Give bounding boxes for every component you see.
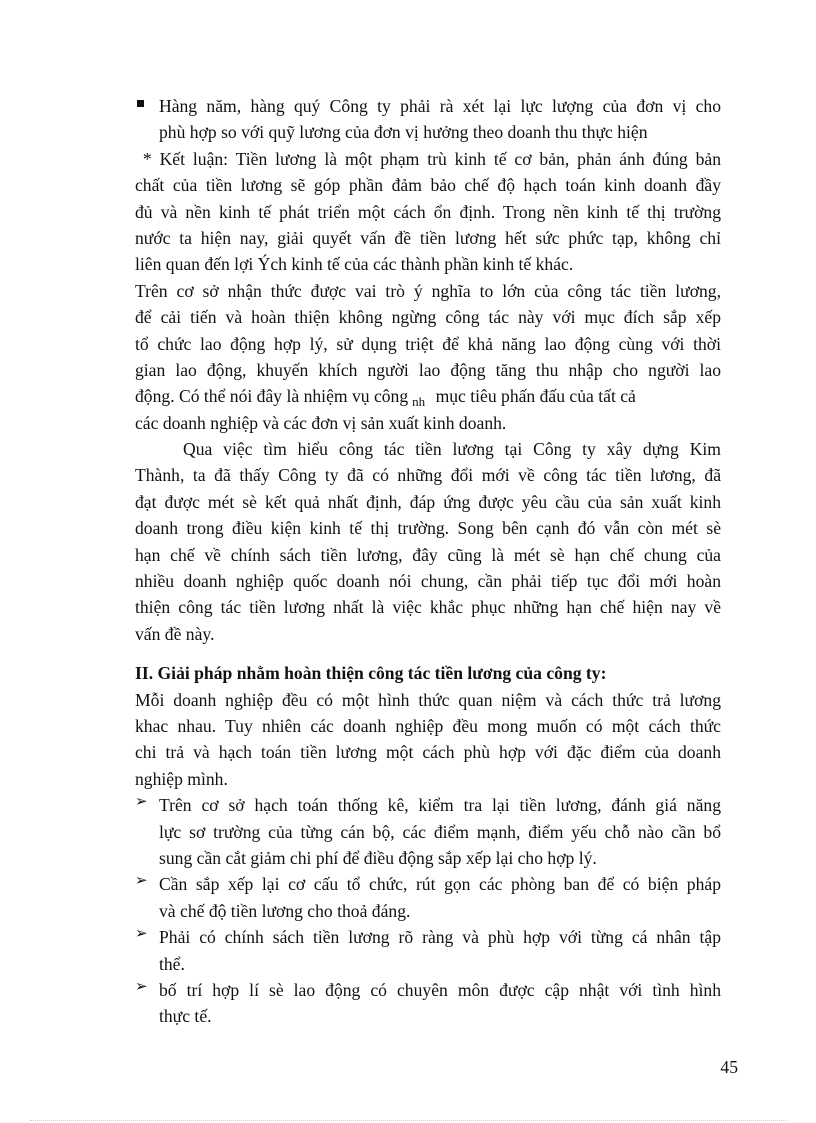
text-line: Qua việc tìm hiểu công tác tiền lương tại Công ty xây dựng Kim bbox=[183, 439, 721, 460]
text-line: liên quan đến lợi Ých kinh tế của các thành phần kinh tế khác. bbox=[135, 254, 574, 275]
text-line: Hàng năm, hàng quý Công ty phải rà xét lại lực lượng của đơn vị cho bbox=[159, 96, 721, 116]
text-line: Cần sắp xếp lại cơ cấu tổ chức, rút gọn các phòng ban để có biện pháp bbox=[159, 874, 721, 895]
paragraph bbox=[135, 687, 721, 793]
text-line: thực tế. bbox=[159, 1006, 212, 1027]
text-line: nhiều doanh nghiệp quốc doanh nói chung, cần phải tiếp tục đổi mới hoàn bbox=[135, 571, 721, 592]
text-fragment: mục tiêu phấn đấu của tất cả bbox=[435, 386, 636, 407]
text-line: Mỗi doanh nghiệp đều có một hình thức quan niệm và cách thức trả lương bbox=[135, 689, 721, 710]
text-line: tổ chức lao động hợp lý, sử dụng triệt để khả năng lao động cùng với thời bbox=[135, 333, 721, 354]
arrow-bullet-icon: ➢ bbox=[135, 976, 148, 995]
text-line: sung cần cắt giảm chi phí để điều động sắp xếp lại cho hợp lý. bbox=[159, 847, 597, 868]
text-fragment: động. Có thể nói đây là nhiệm vụ công bbox=[135, 386, 409, 407]
arrow-bullet-icon: ➢ bbox=[135, 792, 148, 811]
page-number: 45 bbox=[720, 1057, 738, 1077]
page-body bbox=[135, 93, 721, 1030]
text-line: nghiệp mình. bbox=[135, 768, 228, 789]
footer-divider bbox=[30, 1120, 786, 1121]
arrow-bullet-icon: ➢ bbox=[135, 871, 148, 890]
text-line: bố trí hợp lí sè lao động có chuyên môn được cập nhật với tình hình bbox=[159, 979, 721, 1000]
text-line: khac nhau. Tuy nhiên các doanh nghiệp đều mong muốn có một cách thức bbox=[135, 715, 721, 736]
text-line: để cải tiến và hoàn thiện không ngừng công tác này với mục đích sắp xếp bbox=[135, 307, 721, 328]
text-line: gian lao động, khuyến khích người lao động tăng thu nhập cho người lao bbox=[135, 359, 721, 380]
section-heading: II. Giải pháp nhằm hoàn thiện công tác tiền lương của công ty: bbox=[135, 663, 607, 684]
text-line: doanh trong điều kiện kinh tế thị trường. Song bên cạnh đó vẫn còn mét sè bbox=[135, 518, 721, 539]
text-line: hạn chế về chính sách tiền lương, đây cũng là mét sè hạn chế chung của bbox=[135, 544, 721, 565]
arrow-bullet-icon: ➢ bbox=[135, 924, 148, 943]
text-line: chất của tiền lương sẽ góp phần đảm bảo chế độ hạch toán kinh doanh đầy bbox=[135, 175, 721, 196]
text-line: Thành, ta đã thấy Công ty đã có những đổi mới về công tác tiền lương, đã bbox=[135, 465, 721, 486]
text-line: thể. bbox=[159, 953, 185, 974]
text-line: vấn đề này. bbox=[135, 623, 215, 644]
text-line bbox=[135, 383, 721, 409]
text-line: * Kết luận: Tiền lương là một phạm trù kinh tế cơ bản, phản ánh đúng bản bbox=[135, 148, 721, 169]
subscript-fragment: nh bbox=[412, 394, 426, 410]
text-line: đạt được mét sè kết quả nhất định, đáp ứng được yêu cầu của sản xuất kinh bbox=[135, 491, 721, 512]
arrow-bullet-item bbox=[135, 977, 721, 1030]
text-line: Trên cơ sở nhận thức được vai trò ý nghĩa to lớn của công tác tiền lương, bbox=[135, 280, 721, 301]
text-line: thiện công tác tiền lương nhất là việc khắc phục những hạn chế hiện nay về bbox=[135, 597, 721, 618]
text-line: các doanh nghiệp và các đơn vị sản xuất kinh doanh. bbox=[135, 412, 507, 433]
text-line: nước ta hiện nay, giải quyết vấn đề tiền lương hết sức phức tạp, không chỉ bbox=[135, 227, 721, 248]
text-line: Phải có chính sách tiền lương rõ ràng và phù hợp với từng cá nhân tập bbox=[159, 927, 721, 948]
square-bullet-icon bbox=[135, 93, 159, 114]
text-line: và chế độ tiền lương cho thoả đáng. bbox=[159, 900, 411, 921]
text-line: Trên cơ sở hạch toán thống kê, kiểm tra lại tiền lương, đánh giá năng bbox=[159, 795, 721, 816]
arrow-bullet-item bbox=[135, 871, 721, 924]
text-line: chi trả và hạch toán tiền lương một cách phù hợp với đặc điểm của doanh bbox=[135, 742, 721, 763]
arrow-bullet-item bbox=[135, 792, 721, 871]
text-line: phù hợp so với quỹ lương của đơn vị hưởng theo doanh thu thực hiện bbox=[159, 122, 648, 143]
conclusion-paragraph bbox=[135, 146, 721, 278]
paragraph bbox=[135, 278, 721, 436]
text-line: lực sơ trường của từng cán bộ, các điểm mạnh, điểm yếu chỗ nào cần bổ bbox=[159, 821, 721, 842]
square-bullet-item bbox=[135, 93, 721, 146]
text-line: đủ và nền kinh tế phát triển một cách ổn định. Trong nền kinh tế thị trường bbox=[135, 201, 721, 222]
paragraph bbox=[135, 436, 721, 647]
arrow-bullet-item bbox=[135, 924, 721, 977]
